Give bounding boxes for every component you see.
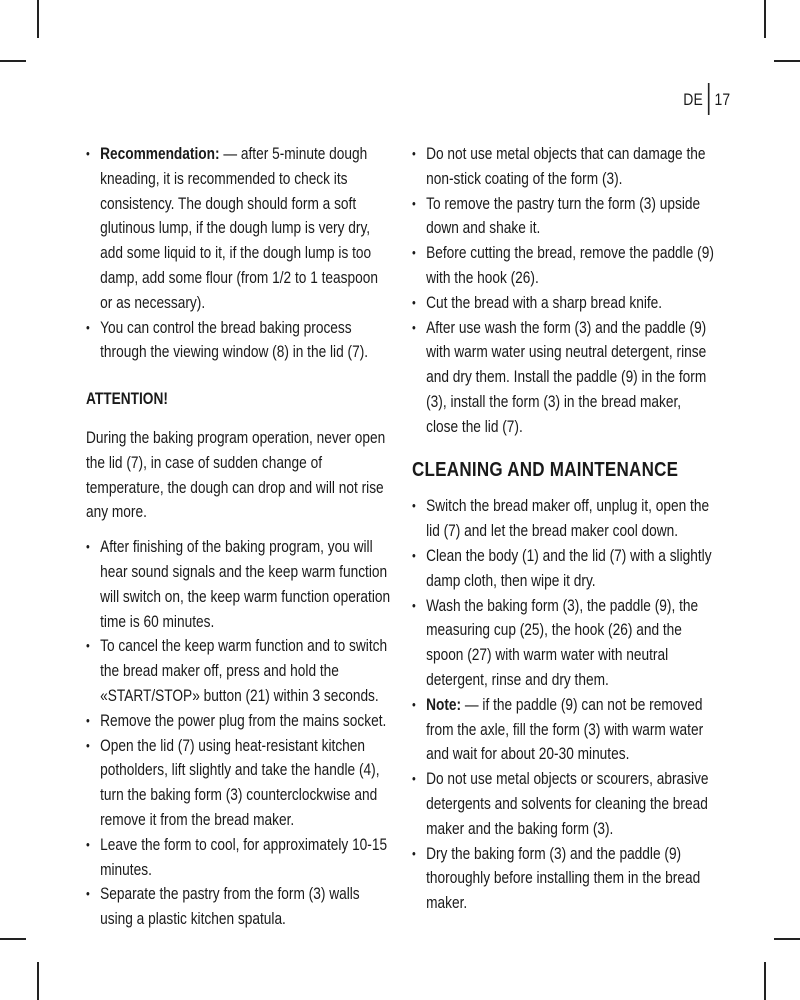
attention-paragraph: During the baking program operation, never open the lid (7), in case of sudden change of temperature, the dough can drop and will not rise any more. [86,428,386,522]
crop-mark-top-left-h [0,60,26,62]
language-code: DE [683,90,703,109]
crop-mark-bottom-right-h [774,938,800,940]
item-text: Clean the body (1) and the lid (7) with a slightly damp cloth, then wipe it dry. [426,546,712,590]
header-divider [708,83,710,115]
list-item [412,544,714,594]
list-item [412,594,714,693]
list-item: • Remove the power plug from the mains socket. [86,709,393,734]
list-item: • Do not use metal objects that can damage the non-stick coating of the form (3). [412,142,714,192]
right-column [412,142,782,916]
list-item: • To remove the pastry turn the form (3) upside down and shake it. [412,192,714,242]
crop-mark-bottom-left [37,962,39,1000]
list-item: • Leave the form to cool, for approximately 10-15 minutes. [86,833,393,883]
list-item [86,142,393,316]
list-item: • To cancel the keep warm function and to switch the bread maker off, press and hold the «START/STOP» button (21) within 3 seconds. [86,634,393,708]
page-number: 17 [714,90,731,109]
attention-heading: ATTENTION! [86,390,168,409]
item-text: Switch the bread maker off, unplug it, open the lid (7) and let the bread maker cool down. [426,497,710,541]
item-text: Dry the baking form (3) and the paddle (9) thoroughly before installing them in the bread maker. [426,844,701,913]
item-text: — if the paddle (9) can not be removed from the axle, fill the form (3) with warm water and wait for about 20-30 minutes. [426,695,704,764]
item-text: You can control the bread baking process through the viewing window (8) in the lid (7). [100,318,369,362]
right-list-1 [412,142,714,440]
item-lead: Note: [426,695,462,714]
item-lead: Recommendation: [100,145,220,163]
list-item [412,767,714,841]
list-item: • Cut the bread with a sharp bread knife. [412,291,714,316]
left-column [86,142,461,932]
list-item: • After finishing of the baking program, you will hear sound signals and the keep warm function will switch on, the keep warm function operation time is 60 minutes. [86,535,393,634]
list-item: • Separate the pastry from the form (3) walls using a plastic kitchen spatula. [86,882,393,932]
list-item [412,842,714,916]
list-item: • After use wash the form (3) and the paddle (9) with warm water using neutral detergent, rinse and dry them. Install the paddle (9) in the form (3), install the form (3) in the bread maker, close the lid (7). [412,316,714,440]
cleaning-heading: CLEANING AND MAINTENANCE [412,457,679,481]
crop-mark-top-left [37,0,39,38]
left-list-1 [86,142,393,365]
crop-mark-bottom-right [764,962,766,1000]
list-item [86,316,393,366]
list-item: • Open the lid (7) using heat-resistant kitchen potholders, lift slightly and take the handle (4), turn the baking form (3) counterclockwise and remove it from the bread maker. [86,734,393,833]
right-list-2 [412,494,714,916]
crop-mark-top-right [764,0,766,38]
list-item [412,494,714,544]
left-list-2 [86,535,393,932]
item-text: Do not use metal objects or scourers, abrasive detergents and solvents for cleaning the bread maker and the baking form (3). [426,770,709,838]
item-text: — after 5-minute dough kneading, it is recommended to check its consistency. The dough should form a soft glutinous lump, if the dough lump is very dry, add some liquid to it, if the dough lump is too damp, add some flour (from 1/2 to 1 teaspoon or as necessary). [100,145,378,312]
list-item [412,693,714,767]
crop-mark-top-right-h [774,60,800,62]
crop-mark-bottom-left-h [0,938,26,940]
item-text: Wash the baking form (3), the paddle (9), the measuring cup (25), the hook (26) and the spoon (27) with warm water with neutral detergent, rinse and dry them. [426,596,699,689]
list-item: • Before cutting the bread, remove the paddle (9) with the hook (26). [412,241,714,291]
